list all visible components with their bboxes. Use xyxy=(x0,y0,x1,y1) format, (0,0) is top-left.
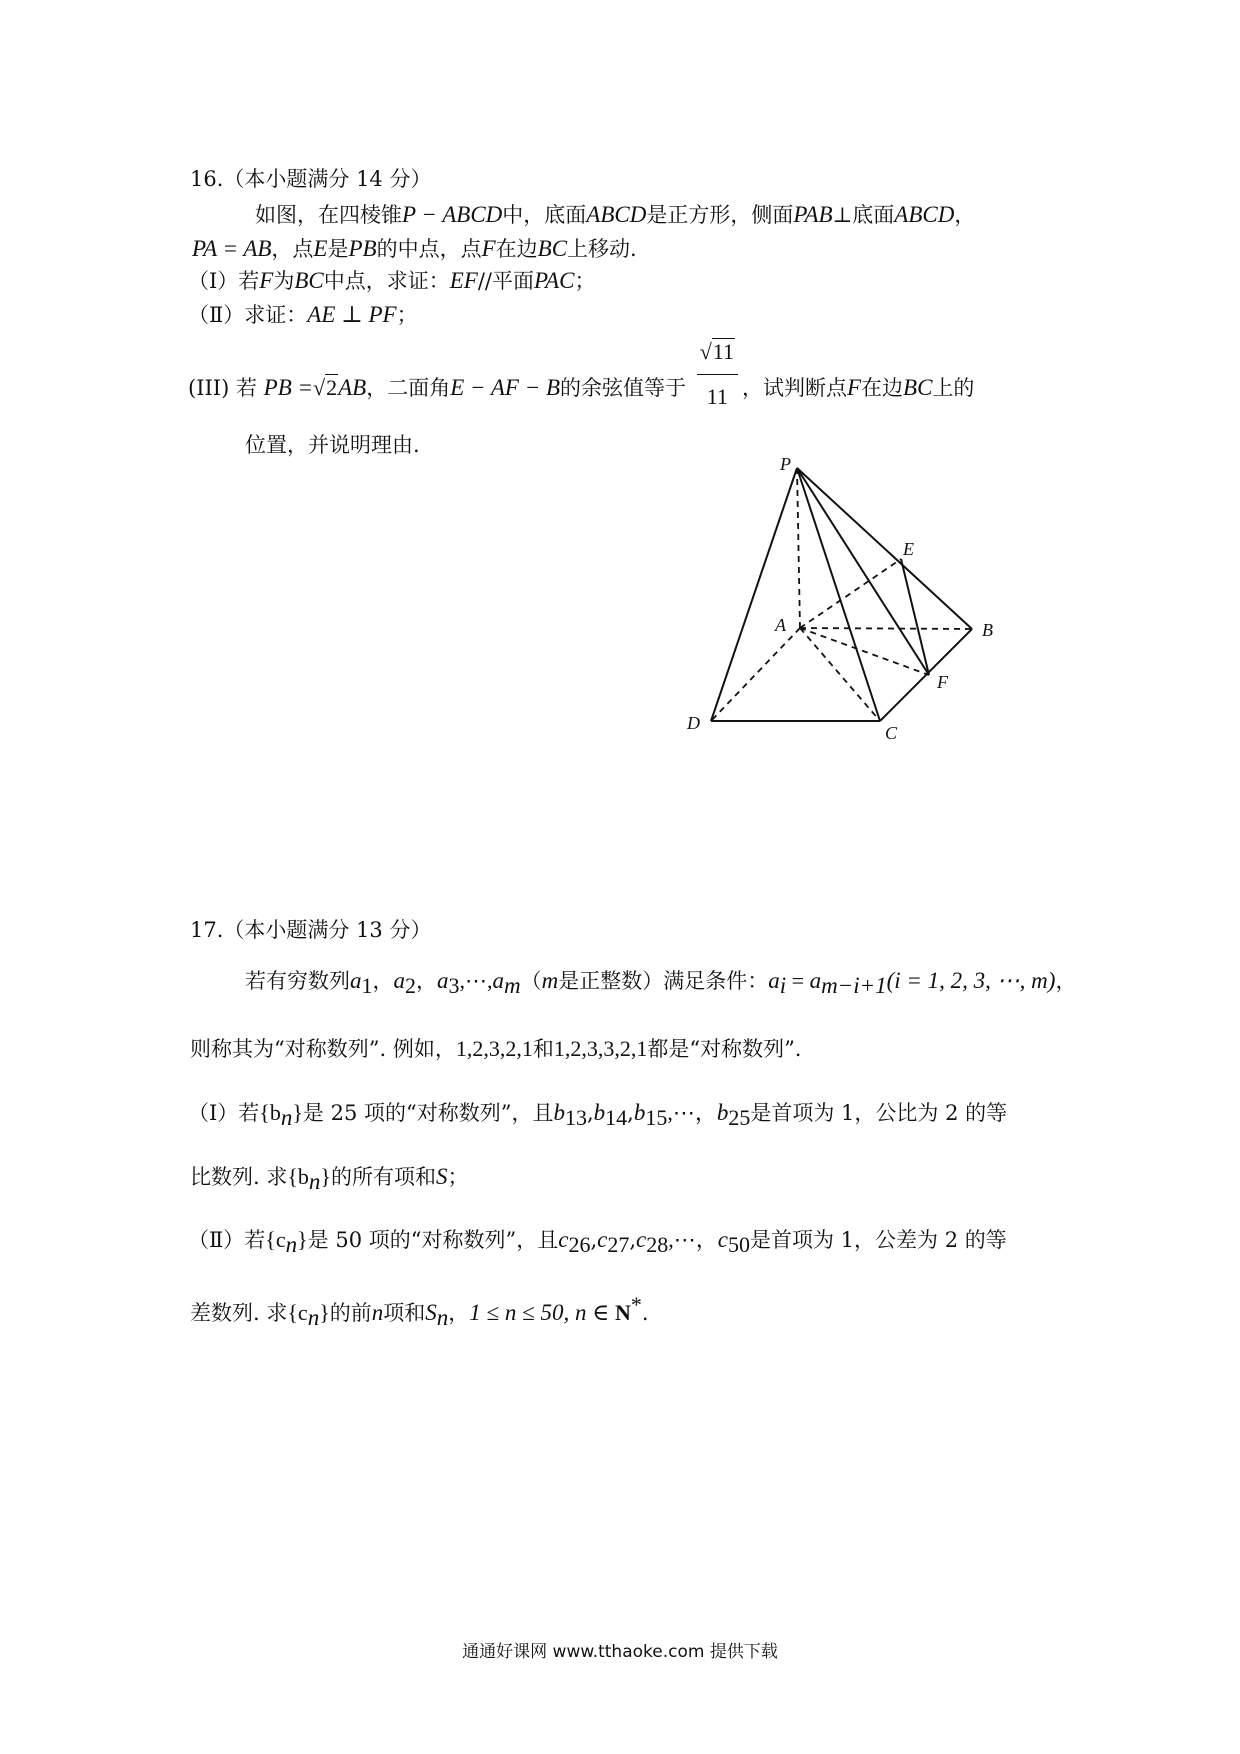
label-A: A xyxy=(775,615,786,635)
edge-AB xyxy=(800,628,972,629)
label-E: E xyxy=(903,539,914,559)
q17-part-1: （Ⅰ）若$\{b_n\}$是 25 项的“对称数列”，且$b_{13},b_{14},b_{15},\cdots$，$b_{25}$是首项为 1，公比为 2 的等 xyxy=(188,1100,1008,1130)
label-F: F xyxy=(937,672,948,692)
q16-header: 16.（本小题满分 14 分） xyxy=(190,167,432,191)
q16-part-1: （Ⅰ）若F为BC中点，求证：EF//平面PAC； xyxy=(188,268,596,293)
q17-part-2-continued: 差数列. 求$\{c_n\}$的前n项和$S_n$，1 ≤ n ≤ 50, n ∈ N*. xyxy=(190,1292,649,1330)
label-D: D xyxy=(687,713,700,733)
q16-line-1: 如图，在四棱锥P − ABCD中，底面ABCD是正方形，侧面PAB⊥底面ABCD， xyxy=(255,202,976,227)
footer-credit: 通通好课网 www.tthaoke.com 提供下载 xyxy=(462,1642,778,1662)
edge-PA xyxy=(797,468,800,628)
edge-AC xyxy=(800,628,880,721)
edge-AF xyxy=(800,628,929,675)
q17-header: 17.（本小题满分 13 分） xyxy=(190,918,432,942)
q16-line-2: PA = AB，点E是PB的中点，点F在边BC上移动. xyxy=(192,236,637,261)
q17-part-1-continued: 比数列. 求$\{b_n\}$的所有项和S； xyxy=(190,1164,469,1194)
q16-part-2: （Ⅱ）求证：AE ⊥ PF； xyxy=(188,302,418,327)
edge-AD xyxy=(711,628,800,721)
edge-PD xyxy=(711,468,797,721)
q16-part-3-continued: 位置，并说明理由. xyxy=(245,433,420,457)
q17-line-2: 则称其为“对称数列”. 例如，1,2,3,2,1和1,2,3,3,2,1都是“对称数列”. xyxy=(190,1036,802,1061)
q16-part-3: (III) 若 PB =√2AB，二面角E − AF − B的余弦值等于 $\frac{√11}{11}$ ，试判断点F在边BC上的 xyxy=(188,362,974,417)
label-P: P xyxy=(780,455,791,474)
q17-part-2: （Ⅱ）若$\{c_n\}$是 50 项的“对称数列”，且$c_{26},c_{27},c_{28},\cdots$，$c_{50}$是首项为 1，公差为 2 的等 xyxy=(188,1227,1007,1257)
pyramid-figure xyxy=(680,455,1020,755)
label-B: B xyxy=(982,620,993,640)
cosine-fraction: $\frac{√11}{11}$ xyxy=(697,332,738,417)
label-C: C xyxy=(885,723,898,743)
edge-CB xyxy=(880,629,972,721)
edge-AE xyxy=(800,559,901,628)
q17-line-1: 若有穷数列$a_1$，$a_2$，$a_3,\cdots,a_m(m$是正整数）满足条件：$a_i = a_{m-i+1}(i = 1$, 2, 3, ⋯, m)， xyxy=(245,968,1077,998)
